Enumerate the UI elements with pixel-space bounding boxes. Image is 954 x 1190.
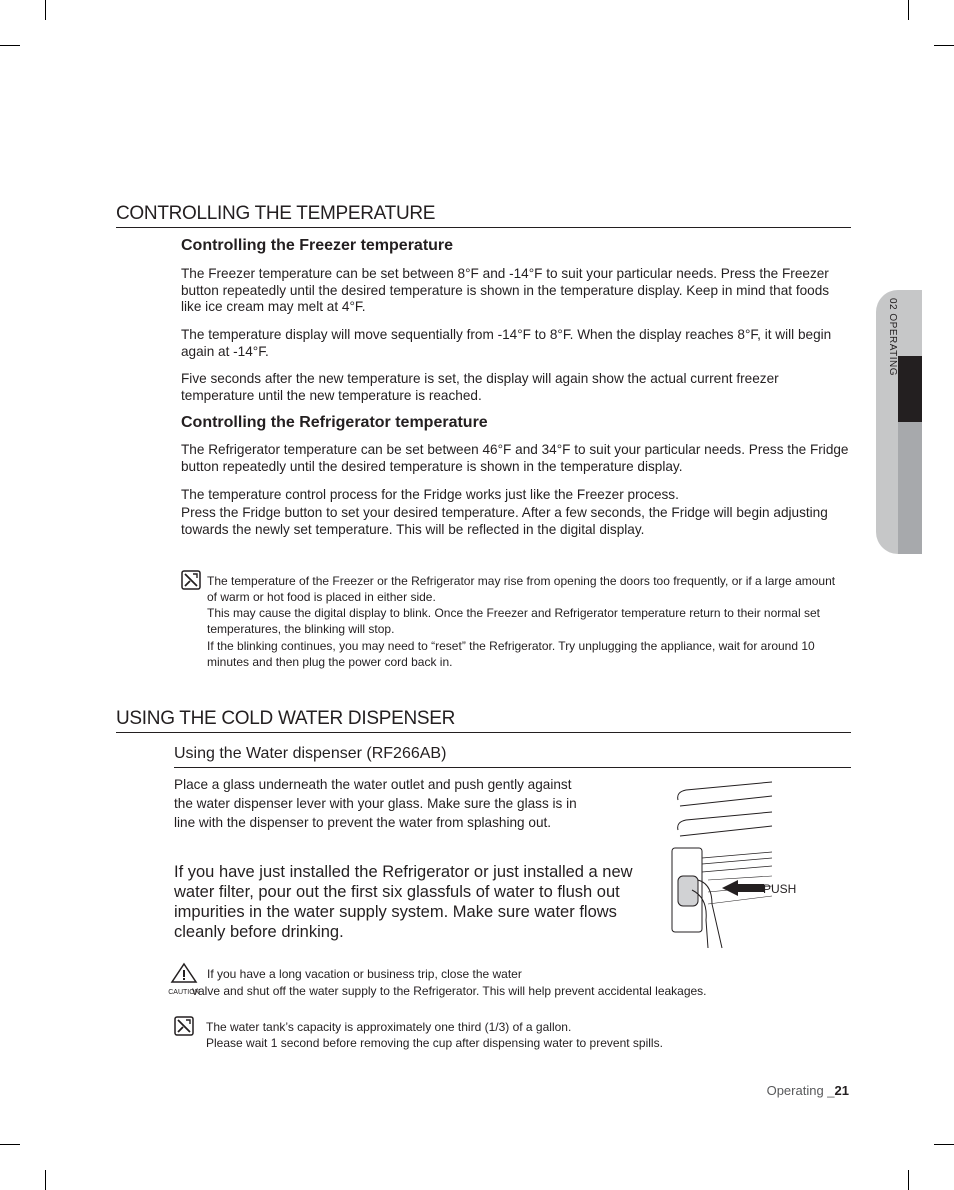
freezer-paragraph-1: The Freezer temperature can be set between 8°F and -14°F to suit your particular needs. Press the Freezer button repeatedly until the desired temperature is shown in the temperature display. Keep in mind that foods like ice cream may melt at 4°F. xyxy=(181,266,830,314)
crop-mark xyxy=(934,45,954,46)
note2-line-2: Please wait 1 second before removing the cup after dispensing water to prevent spills. xyxy=(206,1036,663,1050)
dispenser-paragraph-2: If you have just installed the Refrigerator or just installed a new water filter, pour out the first six glassfuls of water to flush out impurities in the water supply system. Make sure water flows cleanly before drinking. xyxy=(174,863,633,941)
note-line-2: This may cause the digital display to blink. Once the Freezer and Refrigerator temperature return to their normal set temperatures, the blinking will stop. xyxy=(207,606,820,636)
footer-section: Operating _ xyxy=(766,1083,835,1098)
caution-line-2: valve and shut off the water supply to the Refrigerator. This will help prevent accidental leakages. xyxy=(192,984,707,998)
crop-mark xyxy=(934,1144,954,1145)
crop-mark xyxy=(0,45,20,46)
chapter-tab-marker xyxy=(898,356,922,422)
freezer-paragraph-2: The temperature display will move sequentially from -14°F to 8°F. When the display reaches 8°F, it will begin again at -14°F. xyxy=(181,327,832,359)
caution-icon-label: CAUTION xyxy=(168,989,200,996)
freezer-heading: Controlling the Freezer temperature xyxy=(181,237,454,254)
section-title-temperature: CONTROLLING THE TEMPERATURE xyxy=(116,203,851,228)
note-line-3: If the blinking continues, you may need to “reset” the Refrigerator. Try unplugging the appliance, wait for around 10 minutes and then plug the power cord back in. xyxy=(207,639,815,669)
page-footer xyxy=(767,1083,849,1098)
chapter-tab-label: 02 OPERATING xyxy=(887,298,898,377)
crop-mark xyxy=(908,0,909,20)
dispenser-paragraph-1: Place a glass underneath the water outlet and push gently against the water dispenser lever with your glass. Make sure the glass is in line with the dispenser to prevent the water from splashing out. xyxy=(174,777,577,830)
fridge-paragraph-2a: The temperature control process for the Fridge works just like the Freezer process. xyxy=(181,487,679,502)
crop-mark xyxy=(908,1170,909,1190)
fridge-heading: Controlling the Refrigerator temperature xyxy=(181,414,488,431)
fridge-paragraph-1: The Refrigerator temperature can be set between 46°F and 34°F to suit your particular needs. Press the Fridge button repeatedly until the desired temperature is shown in the temperature display. xyxy=(181,442,849,474)
note-icon xyxy=(174,1016,194,1036)
crop-mark xyxy=(0,1144,20,1145)
dispenser-sub-heading: Using the Water dispenser (RF266AB) xyxy=(174,744,851,768)
dispenser-illustration xyxy=(668,780,778,950)
note-icon xyxy=(181,570,201,590)
page-number: 21 xyxy=(834,1083,849,1098)
caution-line-1: If you have a long vacation or business trip, close the water xyxy=(207,967,522,981)
fridge-paragraph-2b: Press the Fridge button to set your desired temperature. After a few seconds, the Fridge will begin adjusting towards the newly set temperature. This will be reflected in the digital display. xyxy=(181,505,828,537)
chapter-tab-lower xyxy=(898,422,922,554)
note-line-1: The temperature of the Freezer or the Refrigerator may rise from opening the doors too frequently, or if a large amount of warm or hot food is placed in either side. xyxy=(207,574,836,604)
push-label: PUSH xyxy=(763,882,797,896)
note2-line-1: The water tank’s capacity is approximately one third (1/3) of a gallon. xyxy=(206,1020,572,1034)
crop-mark xyxy=(45,1170,46,1190)
freezer-paragraph-3: Five seconds after the new temperature is set, the display will again show the actual current freezer temperature until the new temperature is reached. xyxy=(181,371,779,403)
crop-mark xyxy=(45,0,46,20)
section-title-dispenser: USING THE COLD WATER DISPENSER xyxy=(116,708,851,733)
